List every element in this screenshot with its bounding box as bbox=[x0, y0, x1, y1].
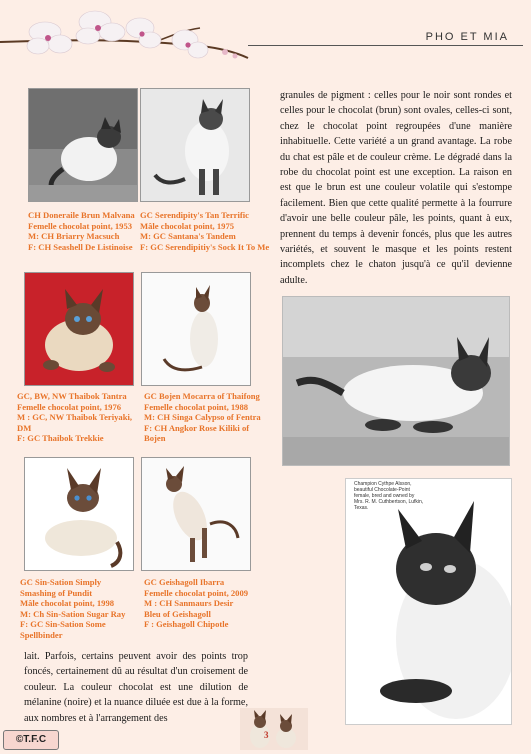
page-number: 3 bbox=[264, 730, 269, 740]
header-band bbox=[0, 0, 531, 62]
caption-cat-2: GC Serendipity's Tan Terrific Mâle chocolat point, 1975 M: GC Santana's Tandem F: GC Serendipitiy's Sock It To Me bbox=[140, 210, 270, 252]
portrait-caption: Champion Cythpe Alsson, beautiful Chocolate-Point female, bred and owned by Mrs. R. M. Cuthbertson, Lufkin, Texas. bbox=[354, 481, 424, 511]
photo-cat-4 bbox=[141, 272, 251, 386]
copyright-badge: ©T.F.C bbox=[3, 730, 59, 750]
photo-cat-3 bbox=[24, 272, 134, 386]
header-divider bbox=[248, 45, 523, 46]
caption-cat-1: CH Doneraile Brun Malvana Femelle chocolat point, 1953 M: CH Briarry Macsuch F: CH Seashell De Listinoise bbox=[28, 210, 135, 252]
caption-cat-3: GC, BW, NW Thaibok Tantra Femelle chocolat point, 1976 M : GC, NW Thaibok Teriyaki, DM F: GC Thaibok Trekkie bbox=[17, 391, 133, 444]
orchid-branch-decoration bbox=[0, 0, 250, 72]
two-cats-illustration bbox=[240, 708, 308, 750]
header-title: PHO ET MIA bbox=[425, 31, 509, 43]
caption-cat-6: GC Geishagoll Ibarra Femelle chocolat point, 2009 M : CH Sanmaurs Desir Bleu of Geishagoll F : Geishagoll Chipotle bbox=[144, 577, 249, 630]
body-text-bottom-left: lait. Parfois, certains peuvent avoir des points trop foncés, certainement dû au résultat d'un croisement de couleur. La couleur chocolat est une dilution de mélanine (noire) et la nuance diluée est due à la forme, aux nombres et à l'arrangement des bbox=[24, 651, 248, 724]
photo-cat-1 bbox=[28, 88, 138, 202]
caption-cat-5: GC Sin-Sation Simply Smashing of Pundit Mâle chocolat point, 1998 M: Ch Sin-Sation Sugar Ray F: GC Sin-Sation Some Spellbinder bbox=[20, 577, 126, 640]
caption-cat-4: GC Bojen Mocarra of Thaifong Femelle chocolat point, 1988 M: CH Singa Calypso of Fentra F: CH Angkor Rose Kiliki of Bojen bbox=[144, 391, 261, 444]
photo-cat-5 bbox=[24, 457, 134, 571]
cat-portrait-image bbox=[346, 479, 511, 724]
photo-cat-2 bbox=[140, 88, 250, 202]
photo-cat-lying bbox=[282, 296, 510, 466]
photo-cat-6 bbox=[141, 457, 251, 571]
body-text-top-right: granules de pigment : celles pour le noir sont rondes et celles pour le chocolat (brun) sont ovales, celles-ci sont, chez le chocolat point regroupées d'une manière inhabituelle. Cette variété a un grand avantage. La robe du chat est pâle et de couleur crème. Le dégradé dans la robe du chocolat point est une exception. La raison en est que le brun est une couleur volatile qui s'estompe facilement. Bien que cette qualité permette à la fourrure d'avoir une belle couleur pâle, les points, quant à eux, prennent du temps à devenir foncés, plus que les autres variétés, et souvent le masque et les points restent incomplets chez le chaton jusqu'à ce qu'il devienne adulte. bbox=[280, 90, 512, 286]
vintage-cat-portrait-card bbox=[345, 478, 512, 725]
